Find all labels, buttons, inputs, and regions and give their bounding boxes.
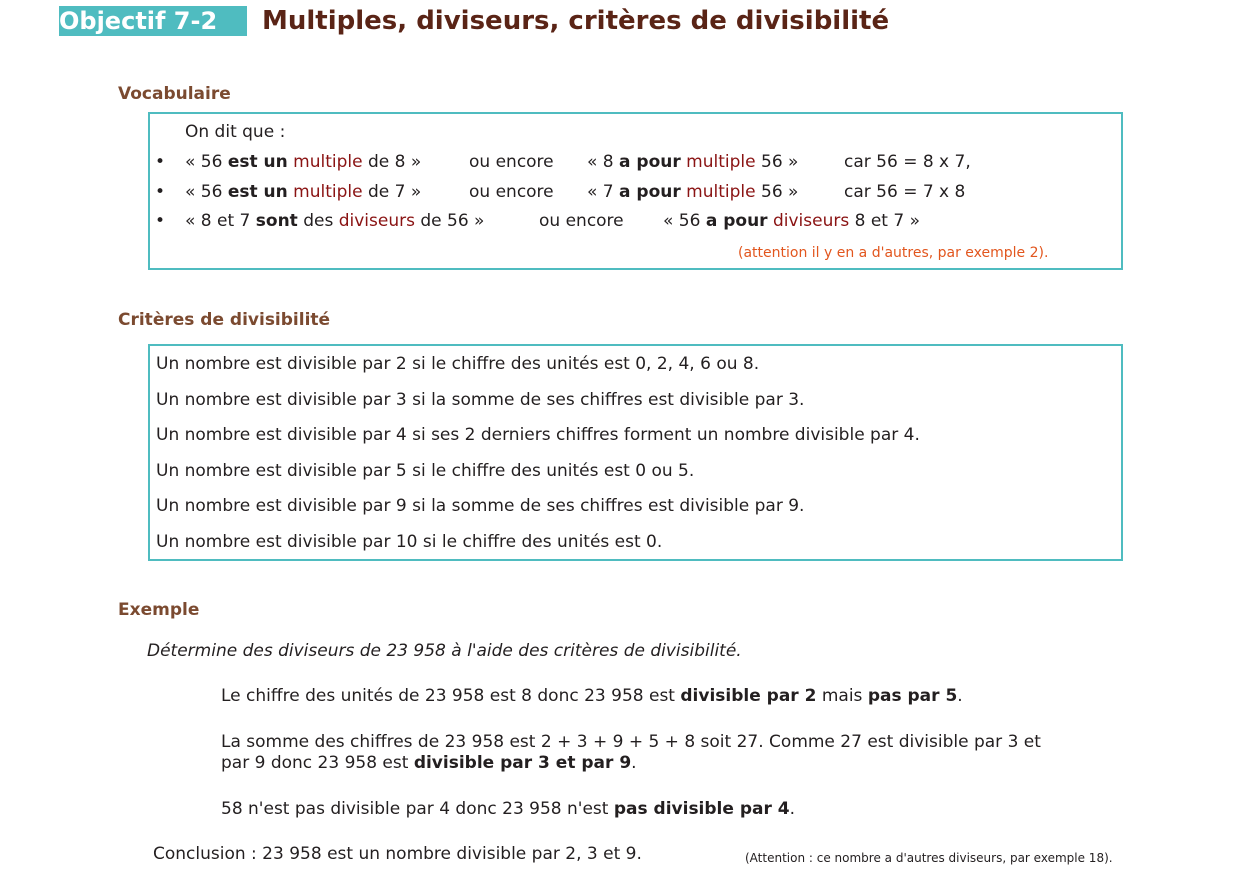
vocab-row-2-ou-encore: ou encore (469, 182, 554, 202)
vocab-row-3-part-b: « 56 a pour diviseurs 8 et 7 » (663, 211, 920, 231)
rule-divisible-3: Un nombre est divisible par 3 si la somme de ses chiffres est divisible par 3. (156, 390, 805, 410)
exemple-step-2-line-1: La somme des chiffres de 23 958 est 2 + 3 + 9 + 5 + 8 soit 27. Comme 27 est divisible par 3 et (221, 732, 1041, 752)
vocab-row-1-part-a: « 56 est un multiple de 8 » (185, 152, 422, 172)
rule-divisible-2: Un nombre est divisible par 2 si le chiffre des unités est 0, 2, 4, 6 ou 8. (156, 354, 760, 374)
vocab-row-3-part-a: « 8 et 7 sont des diviseurs de 56 » (185, 211, 485, 231)
exemple-step-1: Le chiffre des unités de 23 958 est 8 donc 23 958 est divisible par 2 mais pas par 5. (221, 686, 963, 706)
exemple-question: Détermine des diviseurs de 23 958 à l'aide des critères de divisibilité. (147, 641, 742, 661)
vocab-row-2-part-b: « 7 a pour multiple 56 » (587, 182, 799, 202)
rule-divisible-10: Un nombre est divisible par 10 si le chiffre des unités est 0. (156, 532, 663, 552)
exemple-heading: Exemple (118, 600, 200, 620)
exemple-step-2-line-2: par 9 donc 23 958 est divisible par 3 et par 9. (221, 753, 637, 773)
page-title: Multiples, diviseurs, critères de divisibilité (262, 6, 890, 36)
rule-divisible-5: Un nombre est divisible par 5 si le chiffre des unités est 0 ou 5. (156, 461, 695, 481)
vocab-row-1-ou-encore: ou encore (469, 152, 554, 172)
bullet: • (155, 182, 166, 202)
bullet: • (155, 211, 166, 231)
vocab-intro: On dit que : (185, 122, 286, 142)
vocab-note: (attention il y en a d'autres, par exemple 2). (738, 245, 1049, 261)
vocab-row-3-ou-encore: ou encore (539, 211, 624, 231)
vocab-row-1-car: car 56 = 8 x 7, (844, 152, 971, 172)
vocab-row-2-part-a: « 56 est un multiple de 7 » (185, 182, 422, 202)
rule-divisible-9: Un nombre est divisible par 9 si la somme de ses chiffres est divisible par 9. (156, 496, 805, 516)
criteres-heading: Critères de divisibilité (118, 310, 331, 330)
vocab-row-2-car: car 56 = 7 x 8 (844, 182, 966, 202)
bullet: • (155, 152, 166, 172)
rule-divisible-4: Un nombre est divisible par 4 si ses 2 derniers chiffres forment un nombre divisible par 4. (156, 425, 920, 445)
criteres-box (148, 344, 1123, 561)
exemple-step-3: 58 n'est pas divisible par 4 donc 23 958 n'est pas divisible par 4. (221, 799, 796, 819)
objective-badge: Objectif 7-2 (59, 6, 247, 36)
vocabulaire-heading: Vocabulaire (118, 84, 231, 104)
vocab-row-1-part-b: « 8 a pour multiple 56 » (587, 152, 799, 172)
exemple-conclusion: Conclusion : 23 958 est un nombre divisible par 2, 3 et 9. (153, 844, 642, 864)
exemple-attention-note: (Attention : ce nombre a d'autres diviseurs, par exemple 18). (745, 851, 1113, 865)
